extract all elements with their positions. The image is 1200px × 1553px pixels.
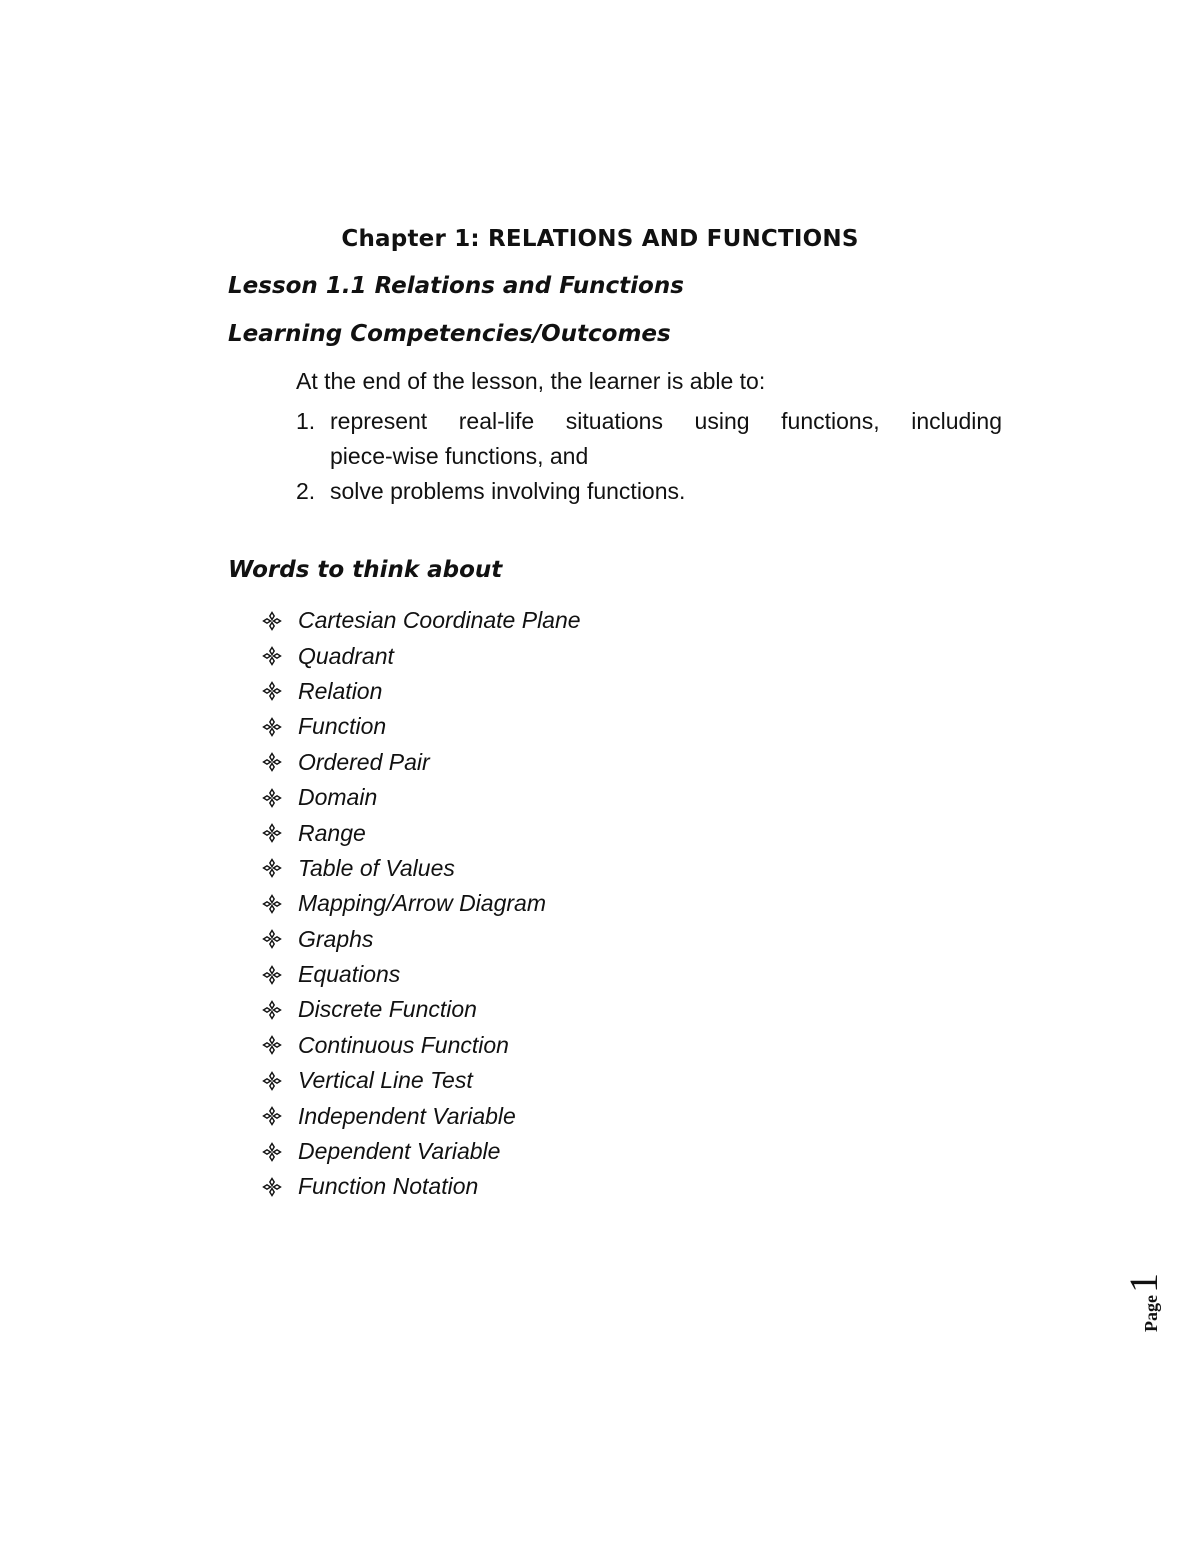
- four-diamond-star-icon: [262, 1177, 298, 1197]
- four-diamond-star-icon: [262, 646, 298, 666]
- outcome-item: [296, 404, 1002, 474]
- outcomes-list: [296, 404, 1002, 509]
- four-diamond-star-icon: [262, 788, 298, 808]
- word-text: Cartesian Coordinate Plane: [298, 607, 581, 634]
- page-number-label: [1080, 1262, 1166, 1342]
- four-diamond-star-icon: [262, 1000, 298, 1020]
- word-text: Dependent Variable: [298, 1138, 501, 1165]
- word-text: Equations: [298, 961, 401, 988]
- word-text: Domain: [298, 784, 378, 811]
- word-text: Table of Values: [298, 854, 455, 881]
- four-diamond-star-icon: [262, 1106, 298, 1126]
- outcome-text: [330, 404, 1002, 474]
- word-text: Function Notation: [298, 1173, 479, 1200]
- word-list-item: [262, 1098, 581, 1133]
- word-text: Discrete Function: [298, 996, 477, 1023]
- word-list-item: [262, 1134, 581, 1169]
- four-diamond-star-icon: [262, 1071, 298, 1091]
- word-list-item: [262, 815, 581, 850]
- word-text: Vertical Line Test: [298, 1067, 473, 1094]
- word-text: Quadrant: [298, 642, 394, 669]
- four-diamond-star-icon: [262, 965, 298, 985]
- outcome-line: represent real-life situations using functions, including: [330, 408, 1002, 434]
- word-list-item: [262, 992, 581, 1027]
- word-text: Ordered Pair: [298, 748, 430, 775]
- word-list-item: [262, 603, 581, 638]
- word-list-item: [262, 709, 581, 744]
- four-diamond-star-icon: [262, 717, 298, 737]
- four-diamond-star-icon: [262, 681, 298, 701]
- outcome-number: 2.: [296, 478, 316, 504]
- word-list-item: [262, 886, 581, 921]
- four-diamond-star-icon: [262, 858, 298, 878]
- four-diamond-star-icon: [262, 823, 298, 843]
- words-list: [262, 603, 581, 1205]
- outcome-item: [296, 474, 1002, 509]
- four-diamond-star-icon: [262, 1035, 298, 1055]
- word-list-item: [262, 957, 581, 992]
- word-text: Function: [298, 713, 387, 740]
- page-word: Page: [1141, 1295, 1161, 1332]
- word-list-item: [262, 638, 581, 673]
- word-list-item: [262, 1063, 581, 1098]
- four-diamond-star-icon: [262, 929, 298, 949]
- four-diamond-star-icon: [262, 611, 298, 631]
- lesson-heading: Lesson 1.1 Relations and Functions: [228, 273, 684, 299]
- competencies-heading: Learning Competencies/Outcomes: [228, 321, 671, 347]
- word-list-item: [262, 1169, 581, 1204]
- word-text: Continuous Function: [298, 1031, 509, 1058]
- page-number: 1: [1121, 1273, 1166, 1294]
- word-list-item: [262, 780, 581, 815]
- word-list-item: [262, 851, 581, 886]
- four-diamond-star-icon: [262, 1142, 298, 1162]
- outcome-text: solve problems involving functions.: [330, 478, 686, 504]
- word-list-item: [262, 674, 581, 709]
- word-text: Mapping/Arrow Diagram: [298, 890, 546, 917]
- words-heading: Words to think about: [228, 557, 503, 583]
- word-list-item: [262, 922, 581, 957]
- chapter-title: Chapter 1: RELATIONS AND FUNCTIONS: [341, 226, 859, 252]
- outcome-line: piece-wise functions, and: [330, 443, 589, 469]
- four-diamond-star-icon: [262, 752, 298, 772]
- four-diamond-star-icon: [262, 894, 298, 914]
- word-text: Range: [298, 819, 366, 846]
- word-text: Independent Variable: [298, 1102, 516, 1129]
- word-text: Relation: [298, 677, 383, 704]
- word-text: Graphs: [298, 925, 374, 952]
- outcome-number: 1.: [296, 408, 316, 434]
- intro-text: At the end of the lesson, the learner is able to:: [296, 368, 766, 394]
- word-list-item: [262, 745, 581, 780]
- word-list-item: [262, 1028, 581, 1063]
